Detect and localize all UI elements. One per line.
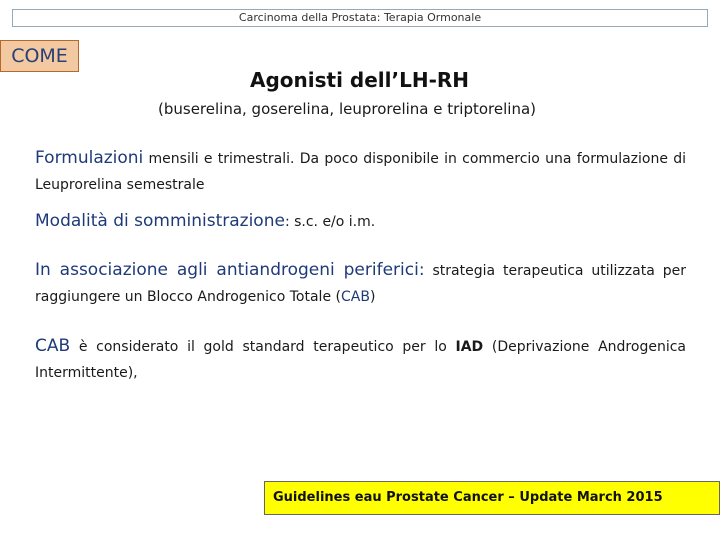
paragraph-modalita bbox=[35, 208, 686, 235]
header-title: Carcinoma della Prostata: Terapia Ormonale bbox=[238, 11, 482, 24]
text-associazione-before: strategia terapeutica utilizzata per raggiungere un Blocco Androgenico Totale ( bbox=[35, 263, 686, 305]
text-associazione-after: ) bbox=[369, 289, 376, 305]
keyword-associazione: In associazione agli antiandrogeni periferici: bbox=[35, 260, 425, 280]
guideline-reference: Guidelines eau Prostate Cancer – Update March 2015 bbox=[264, 481, 720, 515]
come-label: COME bbox=[11, 45, 68, 67]
term-iad: IAD bbox=[455, 339, 484, 355]
paragraph-associazione bbox=[35, 257, 686, 310]
paragraph-formulazioni bbox=[35, 145, 686, 198]
slide-header bbox=[12, 9, 708, 27]
text-formulazioni: mensili e trimestrali. Da poco disponibile in commercio una formulazione di Leuprorelina semestrale bbox=[35, 151, 686, 193]
paragraph-cab bbox=[35, 333, 686, 386]
come-label-box bbox=[0, 40, 79, 72]
text-cab-before: è considerato il gold standard terapeutico per lo bbox=[70, 339, 456, 355]
text-modalita: : s.c. e/o i.m. bbox=[284, 214, 376, 230]
text-cab-after: (Deprivazione Androgenica Intermittente), bbox=[35, 339, 686, 381]
keyword-formulazioni: Formulazioni bbox=[35, 148, 144, 168]
cab-inline: CAB bbox=[340, 289, 370, 305]
page-subtitle: (buserelina, goserelina, leuprorelina e triptorelina) bbox=[158, 100, 536, 118]
keyword-modalita: Modalità di somministrazione bbox=[35, 211, 285, 231]
page-title: Agonisti dell’LH-RH bbox=[250, 68, 470, 92]
keyword-cab: CAB bbox=[35, 336, 71, 356]
